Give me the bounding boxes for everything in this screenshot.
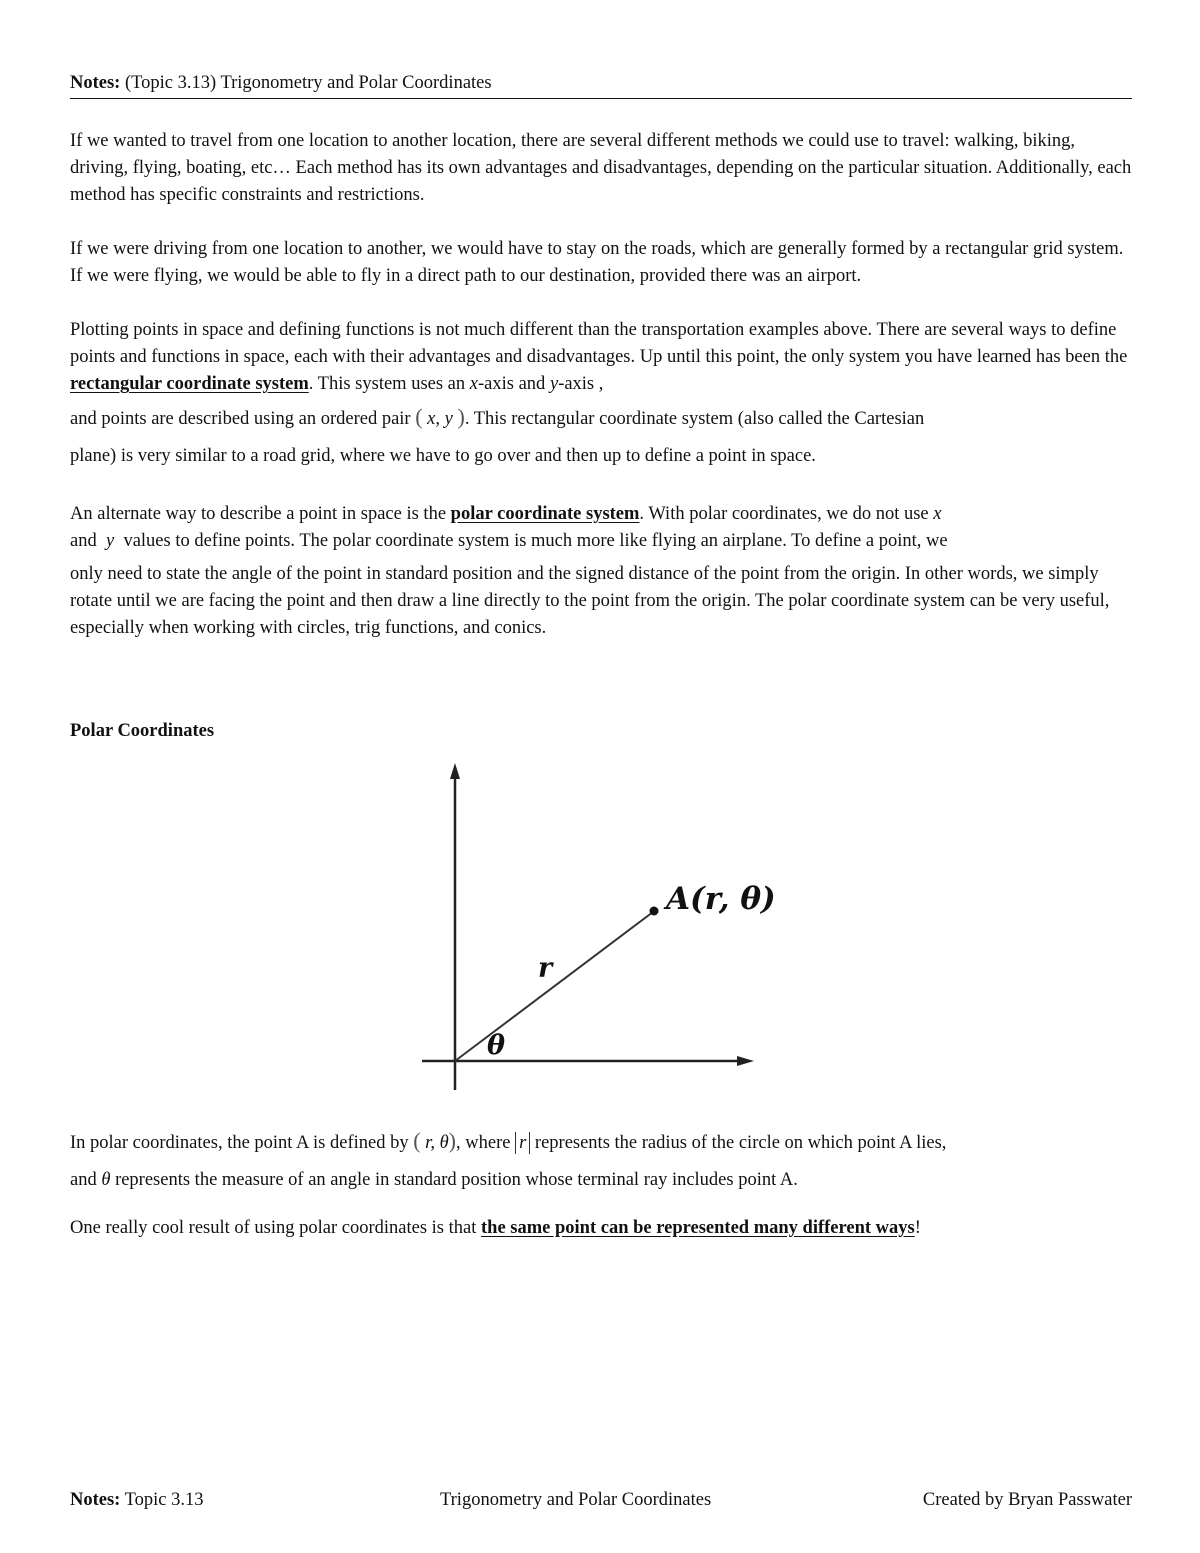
text-segment: represents the radius of the circle on which point A lies, — [530, 1133, 947, 1153]
header-title: (Topic 3.13) Trigonometry and Polar Coordinates — [124, 73, 492, 93]
text-segment: , where — [456, 1133, 516, 1153]
document-body — [70, 128, 1132, 642]
theta-label: θ — [487, 1030, 506, 1061]
math-x: x — [469, 374, 478, 394]
text-segment: and — [70, 531, 102, 551]
footer-left-label: Notes: — [70, 1490, 121, 1510]
paragraph-travel-methods: If we wanted to travel from one location to another location, there are several different methods we could use to travel: walking, biking, driving, flying, boating, etc… Each method has its own advantages and disadvantages, depending on the particular situation. Additionally, each method has specific constraints and restrictions. — [70, 131, 1132, 205]
math-abs-r: r — [515, 1132, 530, 1154]
paragraph-point-definition — [70, 1122, 1132, 1199]
footer-left — [70, 1487, 204, 1514]
point-a-dot — [650, 907, 659, 916]
text-segment: . This system uses an — [308, 374, 470, 394]
text-segment: An alternate way to describe a point in space is the — [70, 504, 451, 524]
text-segment: In polar coordinates, the point A is defined by — [70, 1133, 414, 1153]
polar-explanation — [70, 1122, 1132, 1242]
section-title-polar-coordinates: Polar Coordinates — [70, 721, 215, 741]
text-segment: and points are described using an ordered pair — [70, 409, 416, 429]
text-segment: One really cool result of using polar coordinates is that — [70, 1218, 482, 1238]
y-axis-arrowhead — [450, 763, 460, 779]
paren-open: ( — [413, 1128, 421, 1153]
math-polar-pair: r, θ — [425, 1133, 449, 1153]
text-segment: Plotting points in space and defining functions is not much different than the transportation examples above. There are several ways to define points and functions in space, each with their advantages and disadvantages. Up until this point, the only system you have learned has been the — [70, 320, 1128, 367]
page-header — [70, 71, 1132, 99]
paren-open: ( — [415, 404, 423, 429]
text-segment: . With polar coordinates, we do not use — [639, 504, 934, 524]
footer-right: Created by Bryan Passwater — [922, 1490, 1132, 1510]
math-theta: θ — [101, 1170, 111, 1190]
paragraph-rectangular-system — [70, 317, 1132, 475]
text-segment: represents the measure of an angle in standard position whose terminal ray includes point A. — [110, 1170, 798, 1190]
paragraph-driving-flying: If we were driving from one location to another, we would have to stay on the roads, which are generally formed by a rectangular grid system. If we were flying, we would be able to fly in a direct path to our destination, provided there was an airport. — [70, 239, 1124, 286]
emphasis-same-point: the same point can be represented many different ways — [481, 1218, 915, 1238]
polar-coordinates-diagram — [400, 755, 800, 1095]
footer-left-text: Topic 3.13 — [120, 1490, 204, 1510]
term-polar-coordinate-system: polar coordinate system — [450, 504, 640, 524]
page-footer — [70, 1487, 1132, 1513]
math-y: y — [105, 531, 115, 551]
term-rectangular-coordinate-system: rectangular coordinate system — [70, 374, 309, 394]
paragraph-many-representations — [70, 1215, 1132, 1242]
radius-segment — [455, 912, 653, 1061]
math-ordered-pair: x, y — [427, 409, 453, 429]
text-segment: -axis and — [478, 374, 550, 394]
text-segment: values to define points. The polar coordinate system is much more like flying an airplane. To define a point, we — [118, 531, 948, 551]
footer-center: Trigonometry and Polar Coordinates — [440, 1490, 712, 1510]
text-segment: plane) is very similar to a road grid, where we have to go over and then up to define a point in space. — [70, 446, 816, 466]
paragraph-polar-system — [70, 501, 1132, 642]
header-label: Notes: — [70, 73, 121, 93]
text-segment: . This rectangular coordinate system (also called the Cartesian — [464, 409, 925, 429]
paren-close: ) — [457, 404, 465, 429]
paren-close: ) — [448, 1128, 456, 1153]
text-segment: only need to state the angle of the point in standard position and the signed distance of the point from the origin. In other words, we simply rotate until we are facing the point and then draw a line directly to the point from the origin. The polar coordinate system can be very useful, especially when working with circles, trig functions, and conics. — [70, 564, 1110, 638]
text-segment: and — [70, 1170, 102, 1190]
r-label: r — [538, 953, 553, 984]
point-a-label: A(r, θ) — [666, 881, 776, 917]
text-segment: ! — [914, 1218, 921, 1238]
text-segment: -axis , — [558, 374, 604, 394]
math-x: x — [933, 504, 942, 524]
math-y: y — [549, 374, 559, 394]
x-axis-arrowhead — [737, 1056, 754, 1066]
